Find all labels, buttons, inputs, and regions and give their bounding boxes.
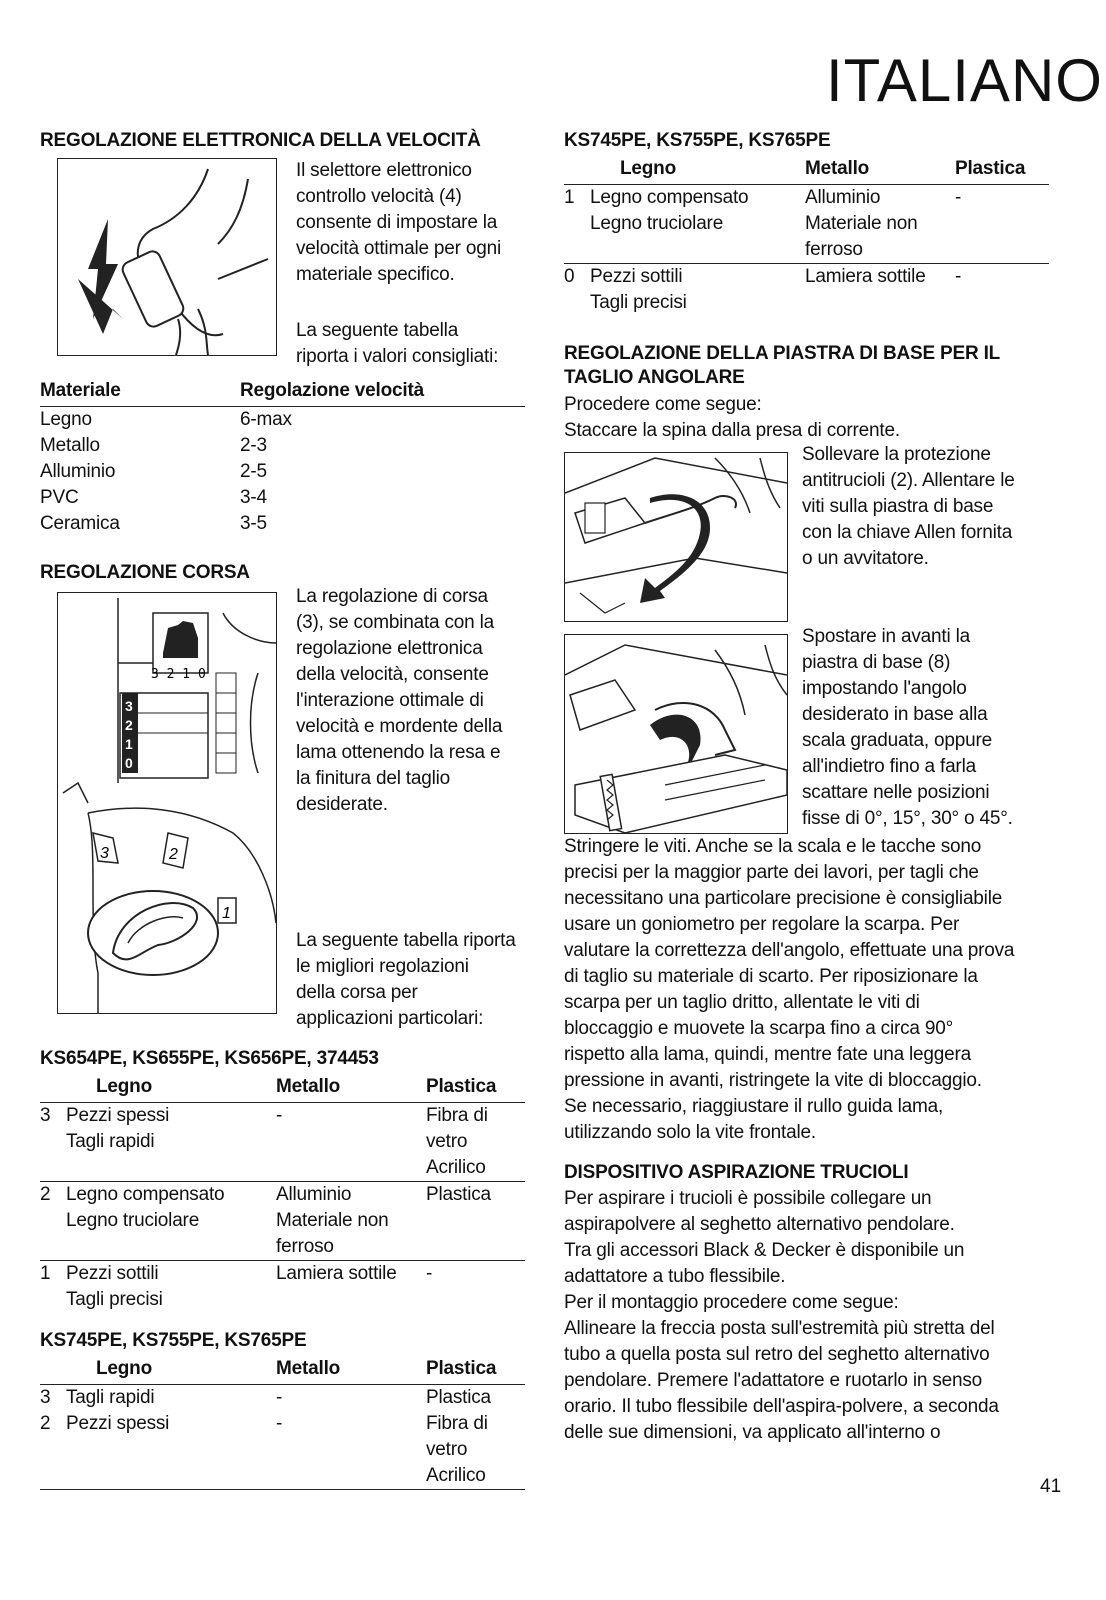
table-a-title: KS654PE, KS655PE, KS656PE, 374453 <box>40 1048 379 1069</box>
text-line: velocità ottimale per ogni <box>296 238 501 259</box>
text-line: applicazioni particolari: <box>296 1008 484 1029</box>
table-row: 2 Legno compensato Legno truciolare Alluminio Materiale non ferroso Plastica <box>40 1182 525 1261</box>
base-paragraph-2 <box>802 624 1013 832</box>
table-row: 3 Pezzi spessi Tagli rapidi - Fibra di vetro Acrilico <box>40 1105 488 1178</box>
table-b-title: KS745PE, KS755PE, KS765PE <box>40 1330 307 1351</box>
base-paragraph-1 <box>802 442 1015 572</box>
text-line: Per il montaggio procedere come segue: <box>564 1292 899 1313</box>
hand-speed-dial-icon <box>58 159 276 355</box>
speed-paragraph-2 <box>296 318 498 370</box>
table-b-header-metallo: Metallo <box>276 1358 341 1379</box>
text-line: l'interazione ottimale di <box>296 690 484 711</box>
allen-key-loosen-icon <box>565 453 787 621</box>
text-line: Tra gli accessori Black & Decker è disponibile un <box>564 1240 965 1261</box>
text-line: riporta i valori consigliati: <box>296 346 499 367</box>
text-line: (3), se combinata con la <box>296 612 494 633</box>
text-line: desiderate. <box>296 794 388 815</box>
table-c-title: KS745PE, KS755PE, KS765PE <box>564 130 831 151</box>
dust-paragraph <box>564 1186 999 1446</box>
table-a-header-metallo: Metallo <box>276 1076 341 1097</box>
text-line: utilizzando solo la vite frontale. <box>564 1122 816 1143</box>
text-line: scattare nelle posizioni <box>802 782 990 803</box>
text-line: Staccare la spina dalla presa di corrente. <box>564 420 900 441</box>
text-line: Per aspirare i trucioli è possibile collegare un <box>564 1188 932 1209</box>
text-line: Se necessario, riaggiustare il rullo guida lama, <box>564 1096 944 1117</box>
table-row: PVC 3-4 <box>40 487 267 508</box>
text-line: delle sue dimensioni, va applicato all'interno o <box>564 1422 941 1443</box>
speed-table <box>40 378 525 537</box>
text-line: le migliori regolazioni <box>296 956 469 977</box>
text-line: bloccaggio e muovete la scarpa fino a circa 90° <box>564 1018 953 1039</box>
table-row: 0 Pezzi sottili Tagli precisi Lamiera sottile - <box>564 264 1049 317</box>
speed-table-header-material: Materiale <box>40 380 121 401</box>
table-a-header-plastica: Plastica <box>426 1076 497 1097</box>
text-line: Spostare in avanti la <box>802 626 970 647</box>
text-line: della corsa per <box>296 982 418 1003</box>
table-row: Legno 6-max <box>40 409 292 430</box>
lever-label-1: 1 <box>222 905 231 922</box>
text-line: Sollevare la protezione <box>802 444 991 465</box>
lever-label-2: 2 <box>169 846 178 863</box>
text-line: scala graduata, oppure <box>802 730 992 751</box>
text-line: Procedere come segue: <box>564 394 762 415</box>
base-plate-angle-icon <box>565 635 787 833</box>
language-title: ITALIANO <box>826 47 1103 114</box>
text-line: all'indietro fino a farla <box>802 756 976 777</box>
text-line: La seguente tabella riporta <box>296 930 516 951</box>
text-line: desiderato in base alla <box>802 704 988 725</box>
text-line: lama ottenendo la resa e <box>296 742 501 763</box>
table-row: 3 Tagli rapidi - Plastica <box>40 1387 491 1408</box>
table-c-header-metallo: Metallo <box>805 158 870 179</box>
text-line: aspirapolvere al seghetto alternativo pendolare. <box>564 1214 955 1235</box>
stroke-scale-2: 2 <box>125 717 133 733</box>
text-line: consente di impostare la <box>296 212 498 233</box>
stroke-scale-3: 3 <box>125 698 133 714</box>
base-intro <box>564 392 900 444</box>
speed-table-header-speed: Regolazione velocità <box>240 380 424 401</box>
table-c <box>564 156 1049 316</box>
table-b <box>40 1356 525 1490</box>
text-line: viti sulla piastra di base <box>802 496 994 517</box>
dial-scale-label: 3 2 1 0 <box>151 667 206 682</box>
text-line: con la chiave Allen fornita <box>802 522 1013 543</box>
text-line: rispetto alla lama, quindi, mentre fate una leggera <box>564 1044 971 1065</box>
text-line: precisi per la maggior parte dei lavori, per tagli che <box>564 862 979 883</box>
text-line: Stringere le viti. Anche se la scala e le tacche sono <box>564 836 982 857</box>
table-b-header-legno: Legno <box>96 1358 152 1379</box>
speed-paragraph-1 <box>296 158 501 288</box>
table-row: Metallo 2-3 <box>40 435 267 456</box>
page-number: 41 <box>1040 1476 1062 1497</box>
text-line: orario. Il tubo flessibile dell'aspira-polvere, a seconda <box>564 1396 999 1417</box>
stroke-paragraph-1 <box>296 584 502 818</box>
table-c-header-plastica: Plastica <box>955 158 1026 179</box>
text-line: La seguente tabella <box>296 320 459 341</box>
text-line: pendolare. Premere l'adattatore e ruotarlo in senso <box>564 1370 983 1391</box>
stroke-illustration <box>57 592 277 1014</box>
text-line: pressione in avanti, ristringete la vite di bloccaggio. <box>564 1070 982 1091</box>
table-b-header-plastica: Plastica <box>426 1358 497 1379</box>
text-line: Il selettore elettronico <box>296 160 472 181</box>
table-row: 1 Pezzi sottili Tagli precisi Lamiera sottile - <box>40 1261 525 1314</box>
stroke-paragraph-2 <box>296 928 516 1032</box>
text-line: materiale specifico. <box>296 264 455 285</box>
stroke-heading: REGOLAZIONE CORSA <box>40 562 250 583</box>
text-line: necessitano una particolare precisione è consigliabile <box>564 888 1003 909</box>
table-row: Ceramica 3-5 <box>40 513 267 534</box>
text-line: velocità e mordente della <box>296 716 503 737</box>
text-line: la finitura del taglio <box>296 768 451 789</box>
text-line: impostando l'angolo <box>802 678 967 699</box>
dust-heading: DISPOSITIVO ASPIRAZIONE TRUCIOLI <box>564 1162 909 1183</box>
base-paragraph-3 <box>564 834 1014 1146</box>
base-heading: REGOLAZIONE DELLA PIASTRA DI BASE PER IL TAGLIO ANGOLARE <box>564 343 1001 388</box>
table-c-header-legno: Legno <box>620 158 676 179</box>
base-plate-illustration-2 <box>564 634 788 834</box>
text-line: o un avvitatore. <box>802 548 929 569</box>
table-row: 2 Pezzi spessi - Fibra di vetro Acrilico <box>40 1413 488 1486</box>
stroke-scale-0: 0 <box>125 755 133 771</box>
stroke-scale-1: 1 <box>125 736 133 752</box>
text-line: tubo a quella posta sul retro del seghetto alternativo <box>564 1344 990 1365</box>
text-line: della velocità, consente <box>296 664 489 685</box>
text-line: scarpa per un taglio dritto, allentate le viti di <box>564 992 920 1013</box>
lever-label-3: 3 <box>100 845 109 862</box>
text-line: regolazione elettronica <box>296 638 483 659</box>
text-line: La regolazione di corsa <box>296 586 488 607</box>
text-line: di taglio su materiale di scarto. Per riposizionare la <box>564 966 978 987</box>
speed-dial-illustration <box>57 158 277 356</box>
table-a-header-legno: Legno <box>96 1076 152 1097</box>
table-row: 1 Legno compensato Legno truciolare Alluminio Materiale non ferroso - <box>564 187 962 260</box>
stroke-dial-and-lever-icon <box>58 593 276 1013</box>
speed-heading: REGOLAZIONE ELETTRONICA DELLA VELOCITÀ <box>40 130 481 151</box>
table-a <box>40 1074 525 1313</box>
text-line: antitrucioli (2). Allentare le <box>802 470 1015 491</box>
text-line: piastra di base (8) <box>802 652 951 673</box>
text-line: adattatore a tubo flessibile. <box>564 1266 786 1287</box>
table-row: Alluminio 2-5 <box>40 461 267 482</box>
text-line: controllo velocità (4) <box>296 186 462 207</box>
text-line: Allineare la freccia posta sull'estremità più stretta del <box>564 1318 995 1339</box>
text-line: valutare la correttezza dell'angolo, effettuate una prova <box>564 940 1015 961</box>
text-line: usare un goniometro per regolare la scarpa. Per <box>564 914 960 935</box>
text-line: fisse di 0°, 15°, 30° o 45°. <box>802 808 1013 829</box>
base-plate-illustration-1 <box>564 452 788 622</box>
